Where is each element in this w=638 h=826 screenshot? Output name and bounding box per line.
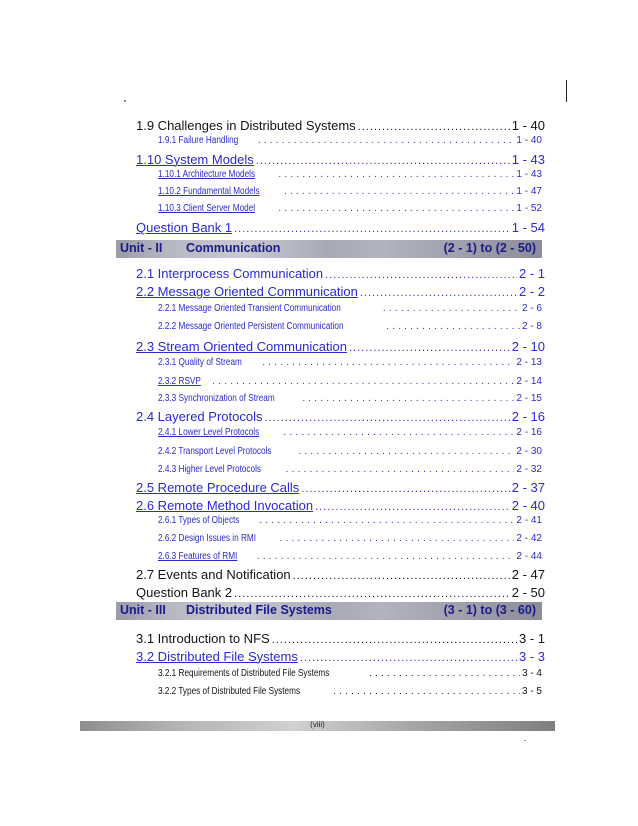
toc-entry-title: 2.4.2 Transport Level Protocols	[158, 446, 272, 457]
toc-entry-title: 3.2.1 Requirements of Distributed File Systems	[158, 668, 330, 679]
dot-leader	[280, 533, 515, 544]
toc-entry-title: 3.2.2 Types of Distributed File Systems	[158, 686, 301, 697]
toc-entry-page: 1 - 43	[511, 152, 545, 167]
dot-leader	[349, 342, 510, 354]
toc-entry-page: 3 - 3	[518, 649, 545, 664]
dot-leader	[257, 551, 515, 562]
toc-entry-title: 1.9 Challenges in Distributed Systems	[136, 118, 356, 133]
toc-entry[interactable]	[158, 321, 542, 332]
toc-entry[interactable]	[136, 266, 545, 281]
toc-entry-page: 2 - 40	[511, 498, 545, 513]
dot-leader	[264, 412, 509, 424]
toc-entry[interactable]	[136, 220, 545, 235]
toc-entry-title: 1.9.1 Failure Handling	[158, 135, 239, 146]
scan-speck	[524, 740, 526, 741]
toc-entry-title: 3.1 Introduction to NFS	[136, 631, 270, 646]
dot-leader	[386, 321, 520, 332]
toc-entry-page: 3 - 1	[518, 631, 545, 646]
toc-entry-page: 2 - 41	[516, 515, 542, 526]
dot-leader	[283, 427, 514, 438]
toc-entry-page: 1 - 40	[516, 135, 542, 146]
toc-entry-page: 2 - 6	[521, 303, 542, 314]
toc-entry[interactable]	[158, 533, 542, 544]
dot-leader	[369, 668, 520, 679]
toc-entry[interactable]	[158, 357, 542, 368]
toc-entry-page: 2 - 16	[511, 409, 545, 424]
toc-entry-page: 2 - 14	[516, 376, 542, 387]
dot-leader	[293, 570, 510, 582]
toc-entry-page: 2 - 44	[516, 551, 542, 562]
unit-page-range: (3 - 1) to (3 - 60)	[443, 603, 536, 617]
toc-entry-page: 1 - 40	[511, 118, 545, 133]
toc-entry-page: 1 - 47	[516, 186, 542, 197]
toc-entry	[136, 631, 545, 646]
dot-leader	[278, 169, 514, 180]
toc-entry-title: 2.6.1 Types of Objects	[158, 515, 240, 526]
toc-entry[interactable]	[158, 169, 542, 180]
toc-entry-title: 1.10.1 Architecture Models	[158, 169, 256, 180]
toc-entry[interactable]	[136, 339, 545, 354]
toc-entry-page: 1 - 43	[516, 169, 542, 180]
toc-entry-page: 2 - 50	[511, 585, 545, 600]
toc-entry[interactable]	[158, 551, 542, 562]
toc-entry[interactable]	[158, 515, 542, 526]
footer-page-number: (viii)	[310, 720, 325, 729]
toc-entry-title: 2.3.1 Quality of Stream	[158, 357, 242, 368]
toc-entry[interactable]	[158, 464, 542, 475]
toc-entry-title: 2.3.3 Synchronization of Stream	[158, 393, 275, 404]
toc-entry-title: 2.4.3 Higher Level Protocols	[158, 464, 262, 475]
dot-leader	[300, 652, 517, 664]
dot-leader	[302, 393, 514, 404]
unit-page-range: (2 - 1) to (2 - 50)	[443, 241, 536, 255]
toc-entry-page: 2 - 8	[521, 321, 542, 332]
toc-entry-title: 2.6.3 Features of RMI	[158, 551, 238, 562]
toc-entry-page: 1 - 54	[511, 220, 545, 235]
toc-entry[interactable]	[158, 393, 542, 404]
toc-entry-title: 2.4 Layered Protocols	[136, 409, 263, 424]
dot-leader	[272, 634, 517, 646]
dot-leader	[259, 515, 514, 526]
toc-entry-title: 1.10.3 Client Server Model	[158, 203, 256, 214]
toc-entry[interactable]	[158, 186, 542, 197]
unit-title: Communication	[186, 241, 281, 255]
toc-entry[interactable]	[136, 480, 545, 495]
toc-entry[interactable]	[158, 135, 542, 146]
toc-entry-title: 2.6 Remote Method Invocation	[136, 498, 314, 513]
toc-entry	[158, 686, 542, 697]
toc-entry[interactable]	[158, 446, 542, 457]
toc-entry-page: 2 - 37	[511, 480, 545, 495]
unit-title: Distributed File Systems	[186, 603, 332, 617]
dot-leader	[325, 269, 517, 281]
toc-entry-page: 2 - 13	[516, 357, 542, 368]
toc-entry[interactable]	[136, 649, 545, 664]
toc-entry-title: 2.5 Remote Procedure Calls	[136, 480, 300, 495]
toc-entry[interactable]	[136, 152, 545, 167]
dot-leader	[286, 464, 515, 475]
unit-number: Unit - III	[120, 603, 166, 617]
toc-entry[interactable]	[136, 284, 545, 299]
toc-entry[interactable]	[136, 498, 545, 513]
toc-entry-title: 2.6.2 Design Issues in RMI	[158, 533, 256, 544]
dot-leader	[301, 483, 509, 495]
toc-entry-title: 2.2.2 Message Oriented Persistent Communication	[158, 321, 344, 332]
unit-header-2	[116, 240, 542, 258]
toc-entry-page: 2 - 30	[516, 446, 542, 457]
toc-entry-page: 2 - 42	[516, 533, 542, 544]
dot-leader	[234, 223, 510, 235]
toc-entry-title: 2.7 Events and Notification	[136, 567, 291, 582]
toc-entry-title: 2.4.1 Lower Level Protocols	[158, 427, 260, 438]
toc-entry-title: 2.3 Stream Oriented Communication	[136, 339, 347, 354]
toc-entry	[136, 585, 545, 600]
toc-entry-title: 1.10.2 Fundamental Models	[158, 186, 260, 197]
toc-entry	[158, 668, 542, 679]
toc-entry-page: 2 - 15	[516, 393, 542, 404]
toc-entry-title: 2.1 Interprocess Communication	[136, 266, 324, 281]
footer-band	[80, 721, 555, 731]
dot-leader	[258, 135, 515, 146]
toc-entry-title: 3.2 Distributed File Systems	[136, 649, 298, 664]
toc-entry	[136, 118, 545, 133]
unit-number: Unit - II	[120, 241, 163, 255]
toc-entry-page: 1 - 52	[516, 203, 542, 214]
toc-entry-page: 2 - 10	[511, 339, 545, 354]
toc-entry-page: 2 - 16	[516, 427, 542, 438]
toc-entry-title: 1.10 System Models	[136, 152, 254, 167]
toc-entry-page: 3 - 4	[521, 668, 542, 679]
dot-leader	[298, 446, 514, 457]
dot-leader	[234, 588, 510, 600]
toc-entry-page: 2 - 1	[518, 266, 545, 281]
dot-leader	[256, 155, 510, 167]
toc-entry-title: 2.2.1 Message Oriented Transient Communication	[158, 303, 341, 314]
toc-entry-page: 2 - 2	[518, 284, 545, 299]
toc-entry[interactable]	[136, 409, 545, 424]
dot-leader	[278, 203, 514, 214]
dot-leader	[315, 501, 510, 513]
toc-entry-title: Question Bank 1	[136, 220, 233, 235]
dot-leader	[284, 186, 514, 197]
toc-entry[interactable]	[158, 376, 542, 387]
dot-leader	[360, 287, 517, 299]
scan-speck	[124, 100, 126, 102]
toc-entry[interactable]	[158, 203, 542, 214]
toc-entry-page: 2 - 32	[516, 464, 542, 475]
toc-entry-title: 2.2 Message Oriented Communication	[136, 284, 358, 299]
toc-entry-title: 2.3.2 RSVP	[158, 376, 201, 387]
page-edge-mark	[566, 80, 567, 102]
toc-entry	[136, 567, 545, 582]
dot-leader	[333, 686, 520, 697]
dot-leader	[262, 357, 514, 368]
dot-leader	[383, 303, 520, 314]
dot-leader	[212, 376, 514, 387]
toc-entry[interactable]	[158, 303, 542, 314]
toc-entry-page: 3 - 5	[521, 686, 542, 697]
unit-header-3	[116, 602, 542, 620]
toc-entry-title: Question Bank 2	[136, 585, 233, 600]
dot-leader	[358, 121, 510, 133]
toc-entry[interactable]	[158, 427, 542, 438]
toc-entry-page: 2 - 47	[511, 567, 545, 582]
